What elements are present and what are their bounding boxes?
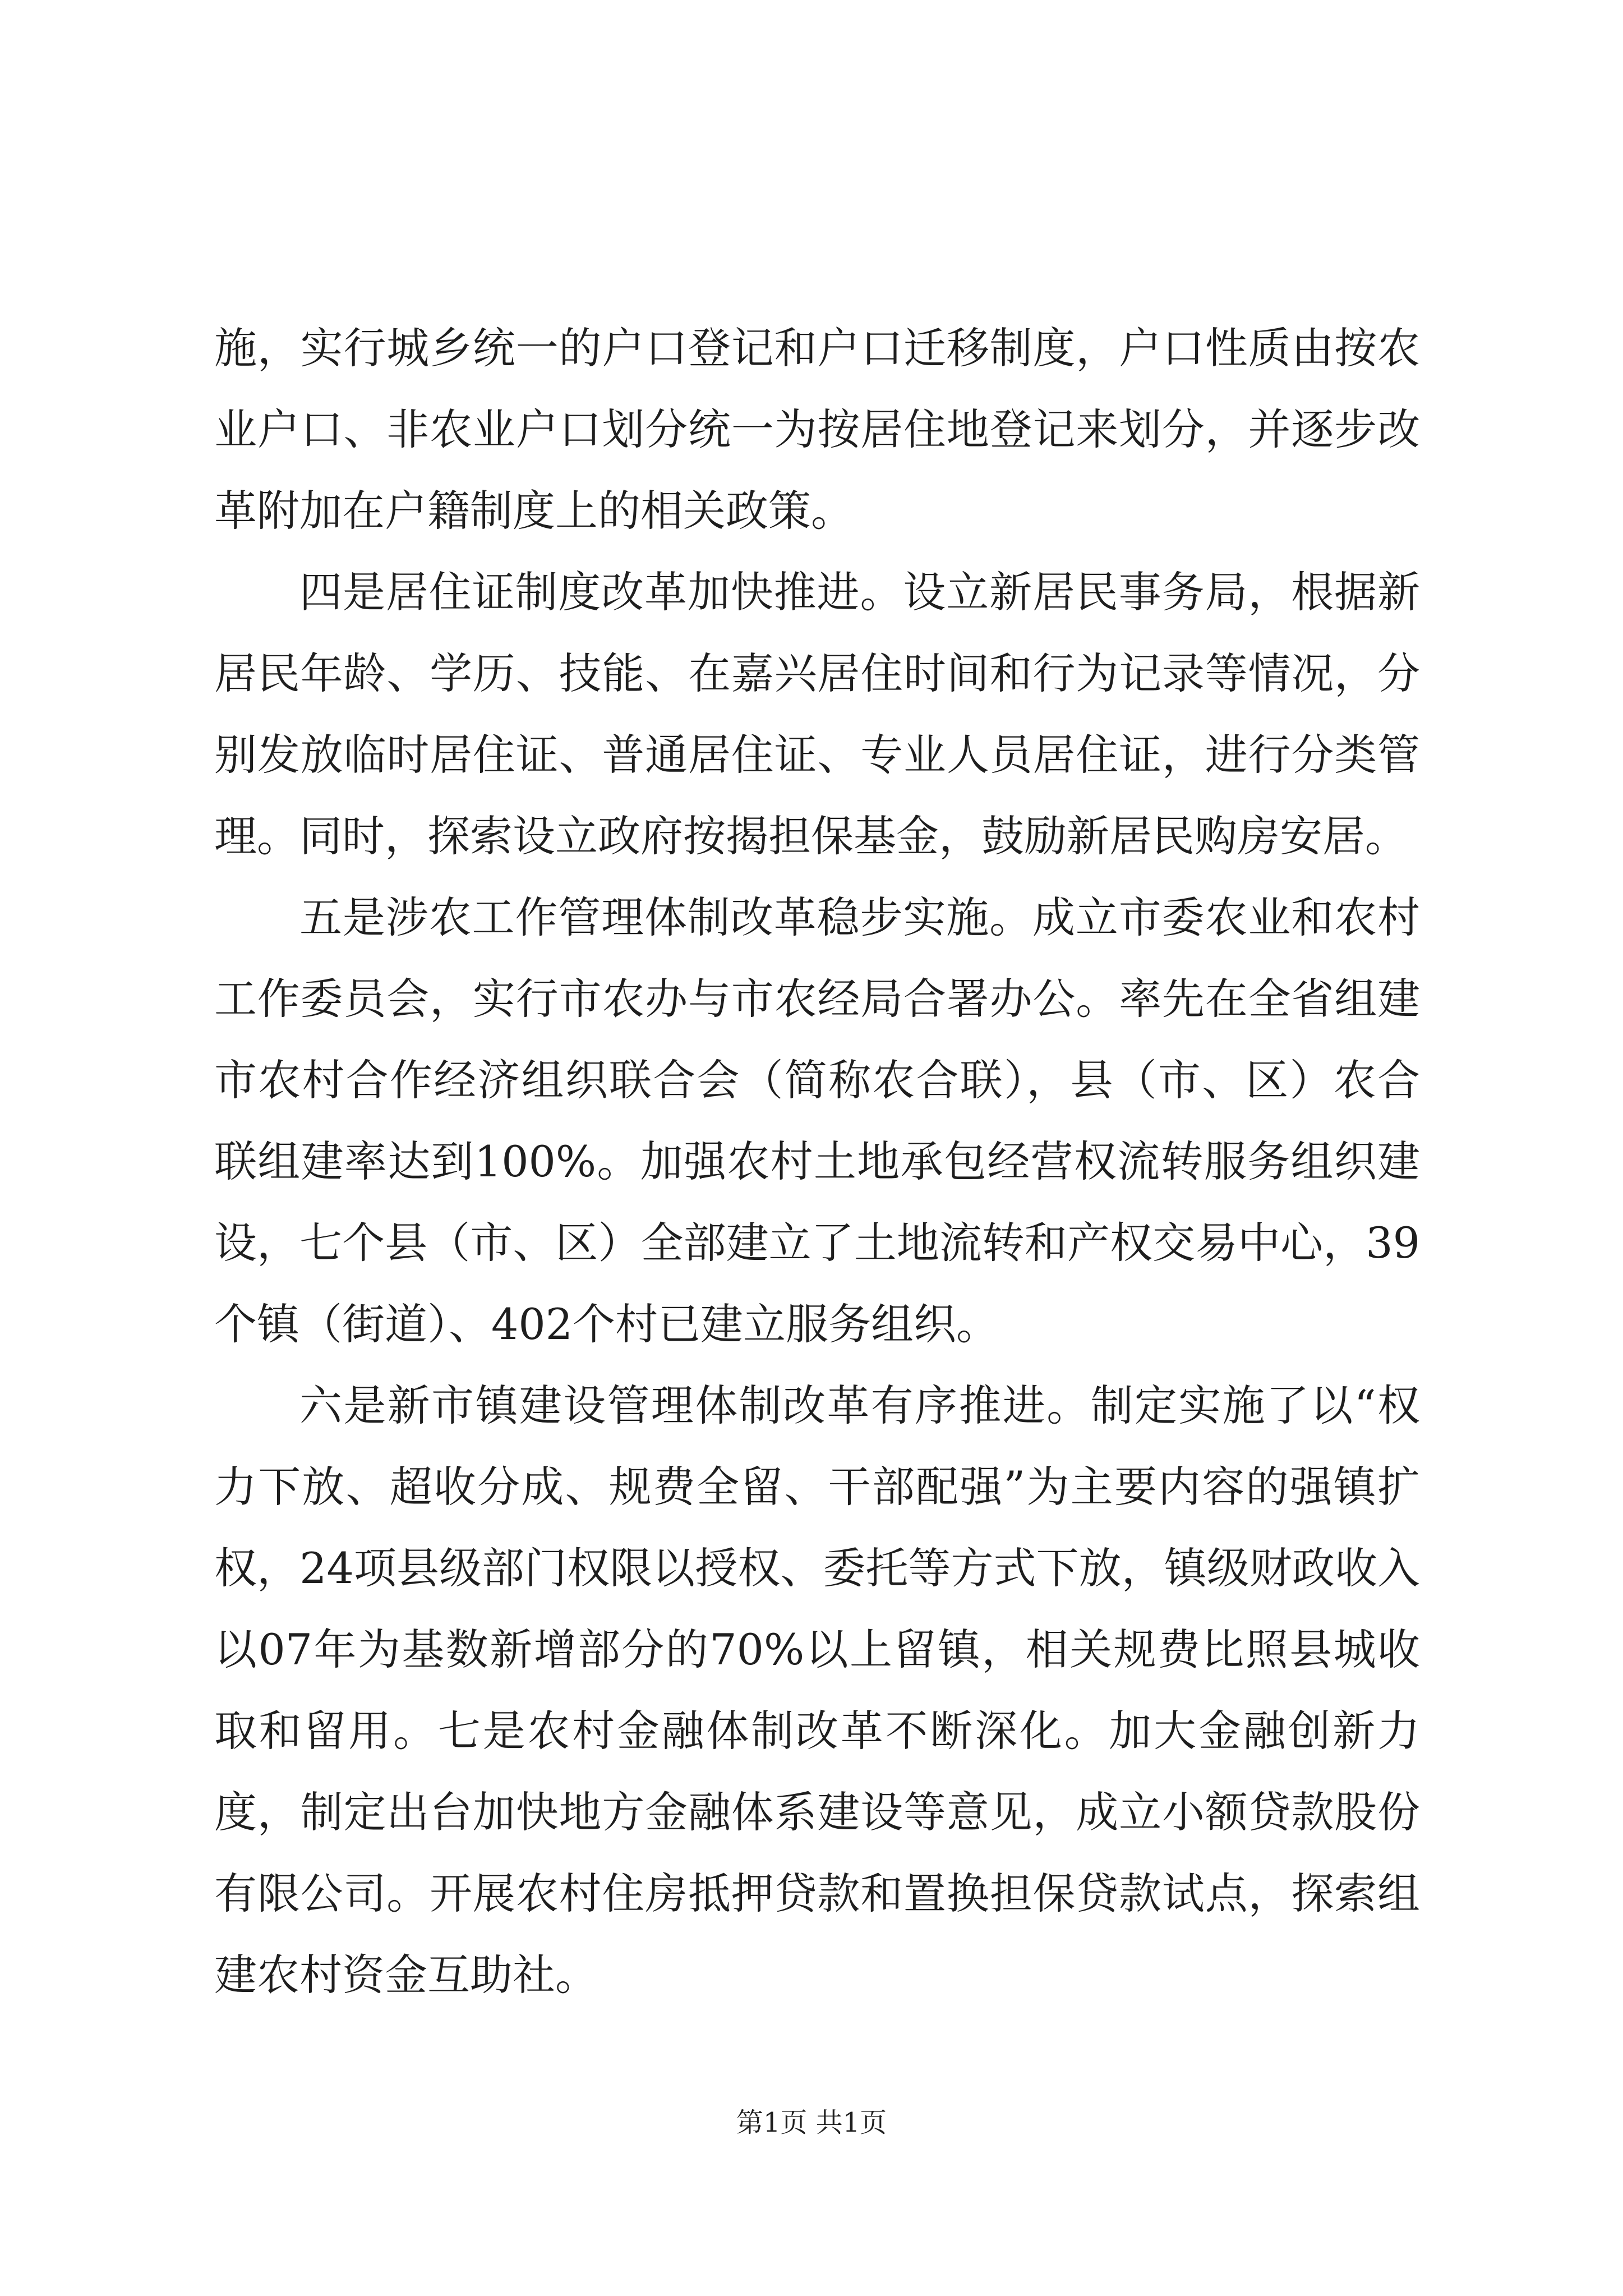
page-number-footer: 第1页 共1页	[736, 2107, 887, 2138]
paragraph-residence-permit: 四是居住证制度改革加快推进。设立新居民事务局，根据新居民年龄、学历、技能、在嘉兴居住时间和行为记录等情况，分别发放临时居住证、普通居住证、专业人员居住证，进行分类管理。同时，探索设立政府按揭担保基金，鼓励新居民购房安居。	[214, 567, 1420, 861]
document-body	[214, 307, 1420, 2016]
paragraph-new-town-and-finance: 六是新市镇建设管理体制改革有序推进。制定实施了以“权力下放、超收分成、规费全留、干部配强”为主要内容的强镇扩权，24项县级部门权限以授权、委托等方式下放，镇级财政收入以07年为基数新增部分的70%以上留镇，相关规费比照县城收取和留用。七是农村金融体制改革不断深化。加大金融创新力度，制定出台加快地方金融体系建设等意见，成立小额贷款股份有限公司。开展农村住房抵押贷款和置换担保贷款试点，探索组建农村资金互助社。	[214, 1381, 1420, 2000]
paragraph-hukou-continuation: 施，实行城乡统一的户口登记和户口迁移制度，户口性质由按农业户口、非农业户口划分统一为按居住地登记来划分，并逐步改革附加在户籍制度上的相关政策。	[214, 323, 1420, 536]
paragraph-agriculture-management: 五是涉农工作管理体制改革稳步实施。成立市委农业和农村工作委员会，实行市农办与市农经局合署办公。率先在全省组建市农村合作经济组织联合会（简称农合联），县（市、区）农合联组建率达到100%。加强农村土地承包经营权流转服务组织建设，七个县（市、区）全部建立了土地流转和产权交易中心，39个镇（街道）、402个村已建立服务组织。	[214, 892, 1420, 1349]
